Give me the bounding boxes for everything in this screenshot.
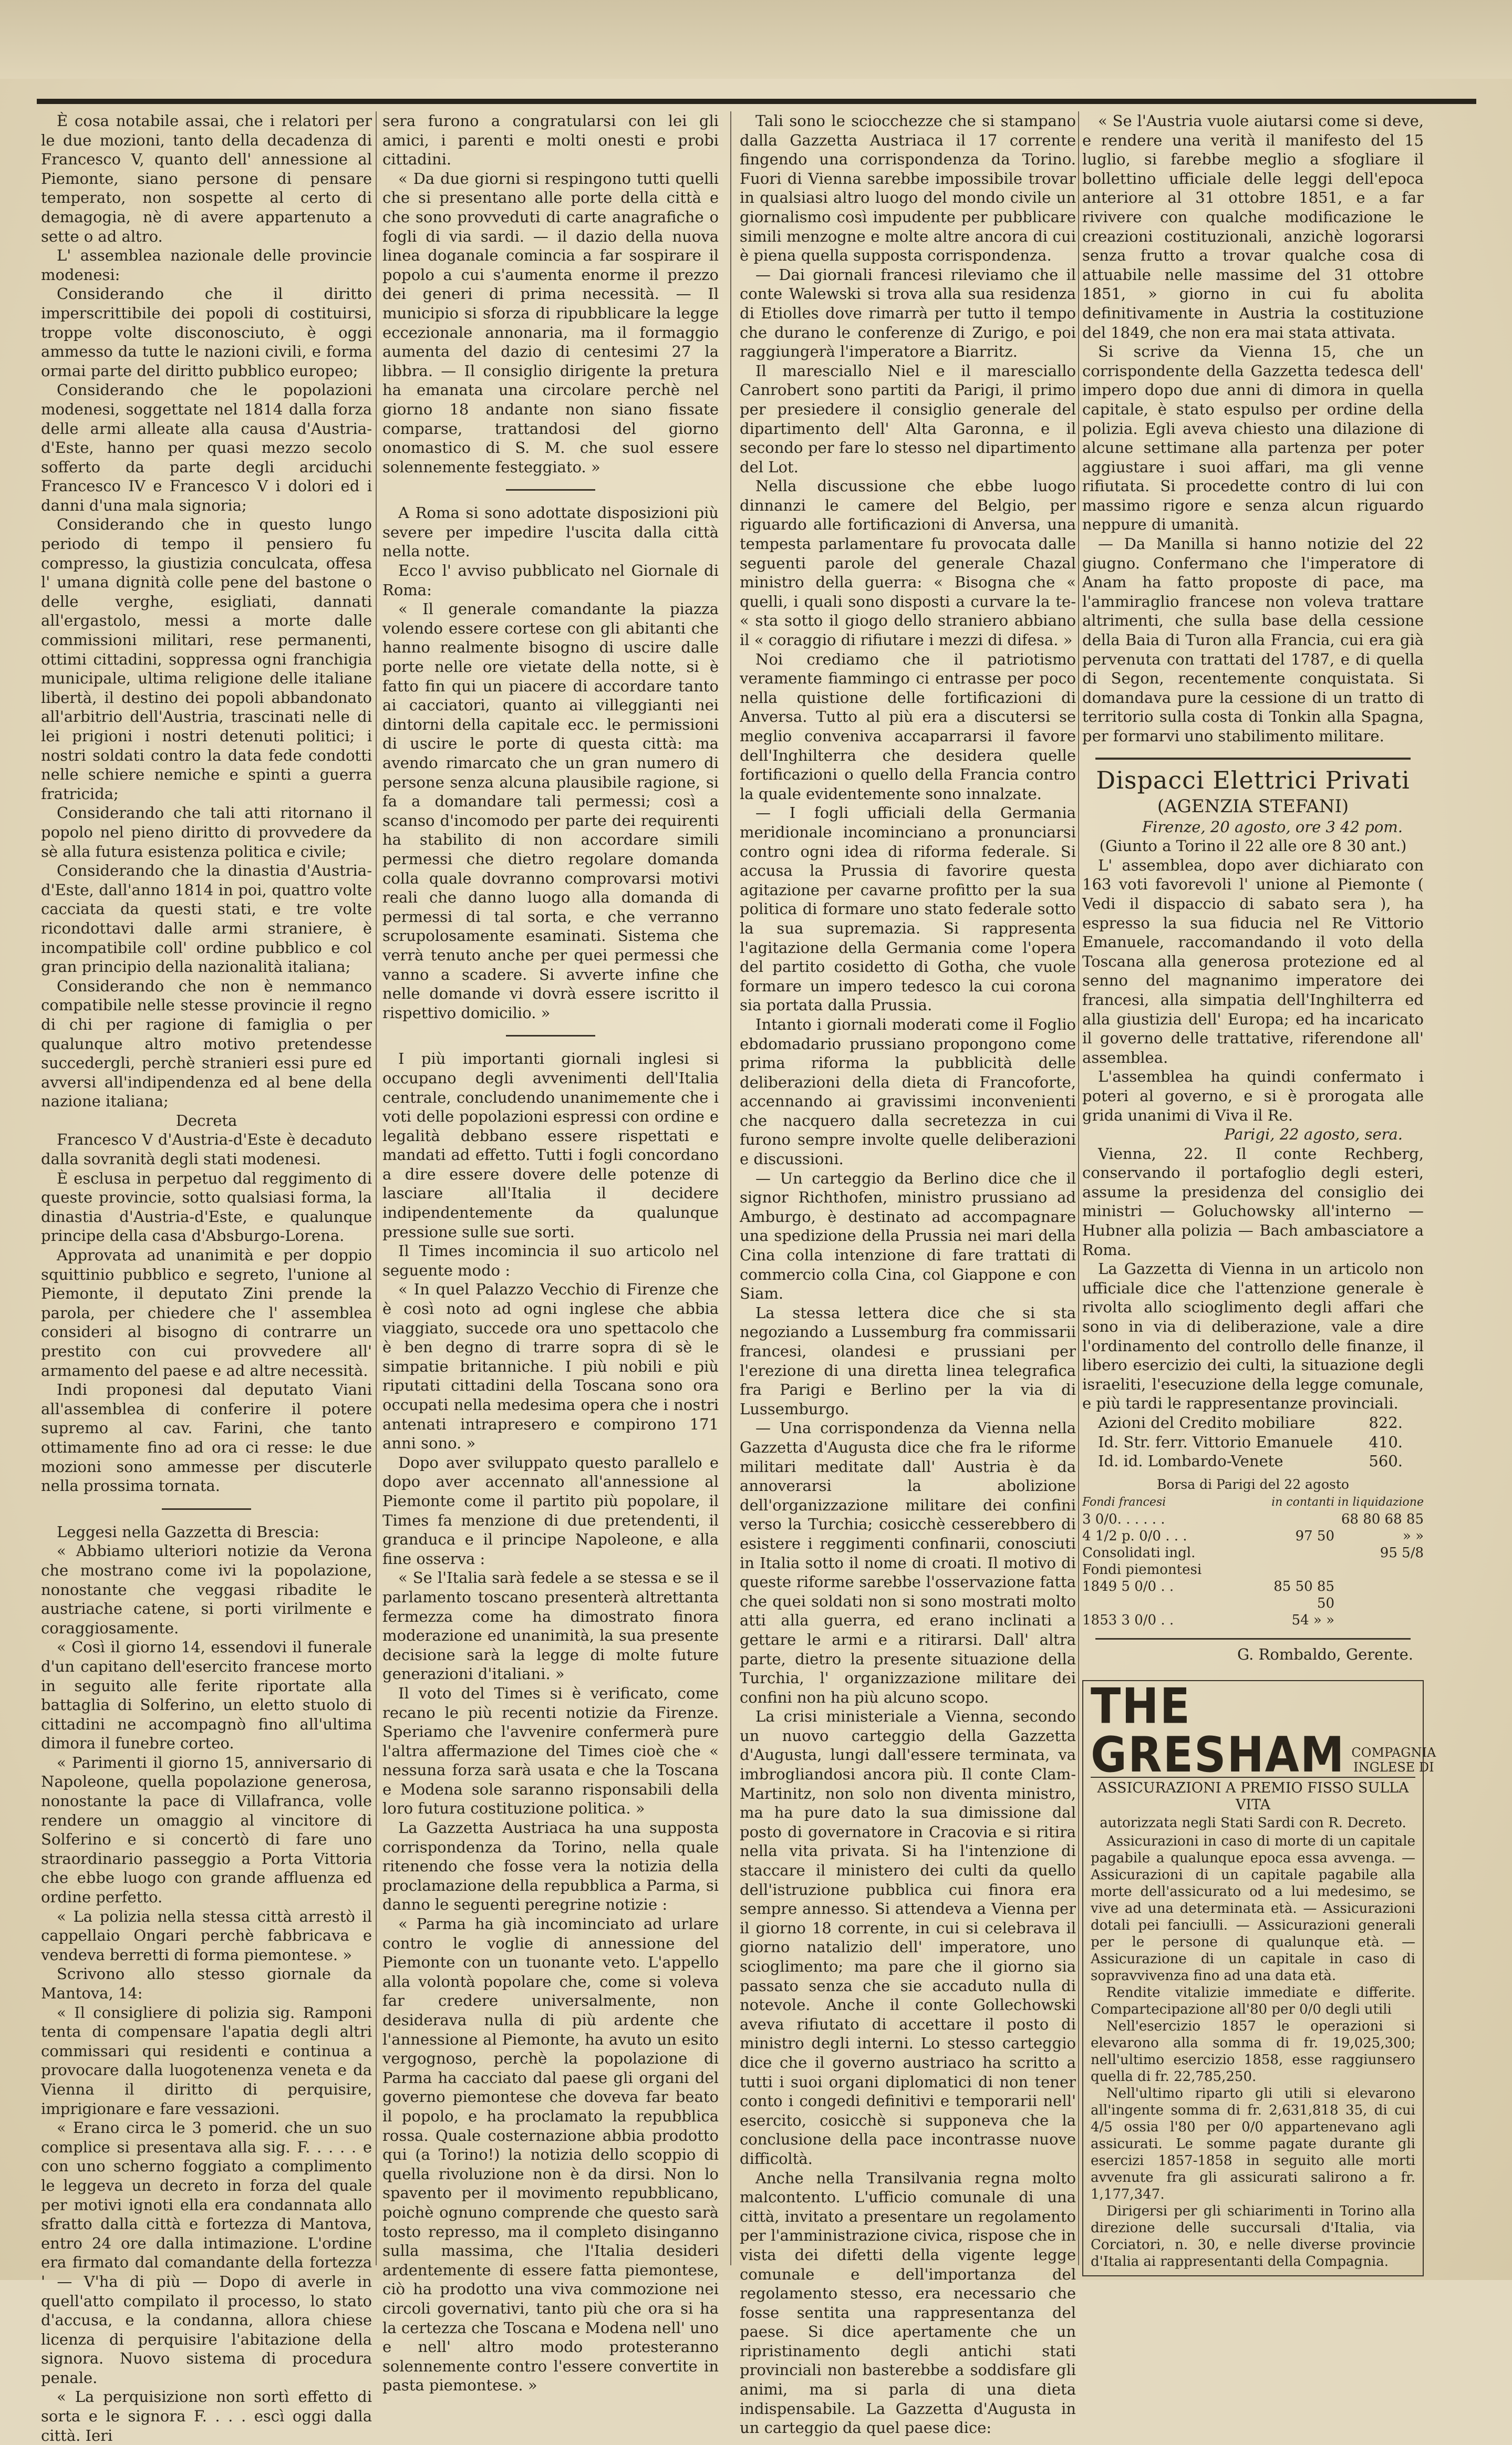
ad-line: autorizzata negli Stati Sardi con R. Decreto. — [1100, 1815, 1406, 1831]
section-separator — [506, 1035, 595, 1037]
paragraph: — Una corrispondenza da Vienna nella Gazzetta d'Augusta dice che fra le riforme militari meditate dall' Austria è da annoverarsi la abolizione dell'organizzazione militare dei confini verso la Turchia; cosicchè cesserebbero di esistere i reggimenti confinarii, conosciuti in Italia sotto il nome di croati. Il motivo di queste riforme sarebbe l'osservazione fatta che quei soldati non si sono mostrati molto atti alla guerra, ed erano inclinati a gettare le armi e a ritirarsi. Dall' altra parte, dietro la presente situazione della Turchia, l' organizzazione militare dei confini non ha più alcuno scopo. — [740, 1419, 1076, 1706]
paragraph: La crisi ministeriale a Vienna, secondo un nuovo carteggio della Gazzetta d'Augusta, lungi dall'essere terminata, va imbrogliandosi ancora più. Il conte Clam-Martinitz, non solo non diventa ministro, ma ha pure dato la sua dimissione dal posto di governatore in Cracovia e si ritira nella vita privata. Si ha l'intenzione di staccare il ministero dei culti da quello dell'istruzione pubblica cui finora era sempre annesso. Si attendeva a Vienna per il giorno 18 corrente, in cui si celebrava il giorno natalizio dell' imperatore, uno scioglimento; ma pare che il giorno sia passato senza che sie accaduto nulla di notevole. Anche il conte Gollechowski aveva rifiutato di accettare il posto di ministro degli interni. Lo stesso carteggio dice che il governo austriaco ha scritto a tutti i suoi organi diplomatici di non tener conto i congedi definitivi e temporarii nell' esercito, cosicchè si supponeva che la conclusione della pace incontrasse nuove difficoltà. — [740, 1707, 1076, 2168]
paragraph: « Se l'Italia sarà fedele a se stessa e se il parlamento toscano presenterà altrettanta fermezza come ha dimostrato finora moderazione ed unanimità, la sua presente decisione sarà la legge di molte future generazioni d'italiani. » — [382, 1569, 719, 1683]
borsa-title: Borsa di Parigi del 22 agosto — [1157, 1476, 1349, 1492]
column-1 — [41, 111, 372, 2444]
paragraph: « La polizia nella stessa città arrestò il cappellaio Ongari perchè fabbricava e vendeva berretti di forma piemontese. » — [41, 1907, 372, 1964]
paragraph: È cosa notabile assai, che i relatori per le due mozioni, tanto della decadenza di Francesco V, quanto dell' annessione al Piemonte, siano persone di pensare temperato, non sospette al certo di demagogia, nè di avere appartenuto a sette o ad altro. — [41, 112, 372, 245]
paragraph: « Il consigliere di polizia sig. Ramponi tenta di compensare l'apatia degli altri commissari qui residenti e continua a provocare dalla luogotenenza veneta e da Vienna il diritto di perquisire, imprigionare e fare vessazioni. — [41, 2003, 372, 2118]
paragraph: Nella discussione che ebbe luogo dinnanzi le camere del Belgio, per riguardo alle fortificazioni di Anversa, una tempesta parlamentare fu provocata dalle seguenti parole del generale Chazal ministro della guerra: « Bisogna che « quelli, i quali sono disposti a curvare la te- « sta sotto il giogo dello straniero abbiano il « coraggio di rifiutare i mezzi di difesa. » — [740, 477, 1076, 649]
column-divider — [730, 111, 731, 2265]
paragraph: « La perquisizione non sortì effetto di sorta e le signora F. . . . escì oggi dalla città. Ieri — [41, 2388, 372, 2444]
dispatch-1-body-2: L'assemblea ha quindi confermato i poteri al governo, e si è prorogata alle grida unanimi di Viva il Re. — [1082, 1068, 1424, 1124]
dispacci-agency: (AGENZIA STEFANI) — [1157, 795, 1349, 817]
dispatch-1-heading: Firenze, 20 agosto, ore 3 42 pom. — [1142, 817, 1403, 836]
gerente-signature: G. Rombaldo, Gerente. — [1237, 1645, 1413, 1664]
paragraph: Considerando che non è nemmanco compatibile nelle stesse provincie il regno di chi per ragione di famiglia o per qualunque altro motivo pretendesse succedergli, perchè stranieri essi pure ed avversi all'indipendenza ed al bene della nazione italiana; — [41, 977, 372, 1111]
paragraph: Decreta — [175, 1111, 237, 1130]
paragraph: Si scrive da Vienna 15, che un corrispondente della Gazzetta tedesca dell' impero dopo due anni di dimora in quella capitale, è stato espulso per ordine della polizia. Egli aveva chiesto una dilazione di alcune settimane alla partenza per poter aggiustare i suoi affari, ma gli venne rifiutata. Si procedette contro di lui con massimo rigore e senza alcun riguardo neppure di umanità. — [1082, 343, 1424, 534]
paragraph: « Parma ha già incominciato ad urlare contro le voglie di annessione del Piemonte con un tuonante veto. L'appello alla volontà popolare che, come si voleva far credere universalmente, non desiderava nulla di più ardente che l'annessione al Piemonte, ha avuto un esito vergognoso, perchè la popolazione di Parma ha cacciato dal paese gli organi del governo piemontese che doveva far beato il popolo, e ha proclamato la repubblica rossa. Quale costernazione abbia prodotto qui (a Torino!) la notizia dello scoppio di quella rivoluzione non è da dirsi. Non lo spavento per il movimento repubblicano, poichè ognuno comprende che questo sarà tosto represso, ma il completo disinganno sulla massima, che l'Italia desideri ardentemente di essere fatta piemontese, ciò ha prodotto una viva commozione nei circoli governativi, tanto più che ora si ha la certezza che Toscana e Modena nell' uno e nell' altro modo protesteranno solennemente contro l'essere convertite in pasta piemontese. » — [382, 1915, 719, 2395]
paragraph: Scrivono allo stesso giornale da Mantova, 14: — [41, 1965, 372, 2002]
paragraph: Leggesi nella Gazzetta di Brescia: — [57, 1522, 319, 1541]
paragraph: « Erano circa le 3 pomerid. che un suo complice si presentava alla sig. F. . . . . e con uno scherno foggiato a complimento le leggeva un decreto in forza del quale per motivi ignoti ella era condannata allo sfratto dalla città e fortezza di Mantova, entro 24 ore dalla intimazione. L'ordine era firmato dal comandante della fortezza ' — V'ha di più — Dopo di averle in quell'atto compilato il processo, lo stato d'accusa, e la condanna, allora chiese licenza di perquisire l'abitazione della signora. Nuovo sistema di procedura penale. — [41, 2119, 372, 2387]
paragraph: Noi crediamo che il patriotismo veramente fiammingo ci entrasse per poco nella quistione delle fortificazioni di Anversa. Tutto al più era a discutersi se meglio conveniva accaparrarsi il favore dell'Inghilterra che desidera quelle fortificazioni o quello della Francia contro la quale evidentemente sono innalzate. — [740, 650, 1076, 803]
stock-quote-row: Id. Str. ferr. Vittorio Emanuele 410. — [1098, 1433, 1403, 1451]
column-divider — [1078, 111, 1079, 2265]
paragraph: Approvata ad unanimità e per doppio squittinio pubblico e segreto, l'unione al Piemonte, il deputato Zini prende la parola, per chiedere che l' assemblea consideri al bisogno di contrarre un prestito con cui provvedere all' armamento del paese e ad altre necessità. — [41, 1246, 372, 1380]
section-rule — [1095, 1638, 1411, 1640]
borsa-header-row: Fondi francesi in contanti in liquidazione — [1082, 1496, 1424, 1509]
paragraph: Anche nella Transilvania regna molto malcontento. L'ufficio comunale di una città, invitato a presentare un regolamento per l'amministrazione civica, rispose che in vista dei difetti della vigente legge comunale e dell'importanza del regolamento stesso, era necessario che fosse sentita una rappresentanza del paese. Si dice apertamente che un ripristinamento degli antichi stati provinciali non basterebbe a soddisfare gli animi, ma si parla di una dieta indispensabile. La Gazzetta d'Augusta in un carteggio da quel paese dice: — [740, 2169, 1076, 2437]
paragraph: Considerando che le popolazioni modenesi, soggettate nel 1814 dalla forza delle armi alleate alla causa d'Austria-d'Este, hanno per quasi mezzo secolo sofferto da parte degli arciduchi Francesco IV e Francesco V i dolori ed i danni d'una mala signoria; — [41, 381, 372, 514]
paragraph: Considerando che tali atti ritornano il popolo nel pieno diritto di provvedere da sè alla futura esistenza politica e civile; — [41, 804, 372, 861]
top-rule — [37, 99, 1476, 104]
borsa-row: Consolidati ingl. 95 5/8 — [1082, 1545, 1424, 1561]
paragraph: Indi proponesi dal deputato Viani all'assemblea di conferire il potere supremo al cav. Farini, che tanto ottimamente fino ad ora ci resse: le due mozioni sono ammesse per discuterle nella prossima tornata. — [41, 1381, 372, 1495]
section-separator — [162, 1508, 251, 1510]
paragraph: — I fogli ufficiali della Germania meridionale incominciano a pronunciarsi contro ogni idea di riforma federale. Si accusa la Prussia di favorire questa agitazione per cavarne profitto per la sua politica di formare uno stato federale sotto la sua supremazia. Si rappresenta l'agitazione della Germania come l'opera del partito cosidetto di Gotha, che vuole formare un impero tedesco la cui corona sia portata dalla Prussia. — [740, 804, 1076, 1014]
column-4 — [1082, 111, 1436, 2271]
paragraph: « Il generale comandante la piazza volendo essere cortese con gli abitanti che hanno realmente bisogno di uscire dalle porte nelle ore vietate della notte, si è fatto fin qui un piacere di accordare tanto ai cacciatori, quanto ai villeggianti nei dintorni della capitale ecc. le permissioni di uscire le porte di questa città: ma avendo rimarcato che un gran numero di persone senza alcuna plausibile ragione, si fa a domandare tali permessi; così a scanso d'incomodo per parte dei requirenti ha stabilito di non accordare simili permessi che dietro regolare domanda colla quale dovranno comprovarsi motivi reali che danno luogo alla domanda di permessi di tal sorta, e che verranno scrupolosamente esaminati. Sistema che verrà tenuto anche per quei permessi che vanno a scadere. Si avverte infine che nelle domande vi dovrà essere iscritto il rispettivo domicilio. » — [382, 600, 719, 1022]
ad-body-5: Dirigersi per gli schiarimenti in Torino alla direzione delle succursali d'Italia, via Corciatori, n. 30, e nelle diverse provincie d'Italia ai rappresentanti della Compagnia. — [1091, 2203, 1415, 2270]
paragraph: « Così il giorno 14, essendovi il funerale d'un capitano dell'esercito francese morto in seguito alle ferite riportate alla battaglia di Solferino, un eletto stuolo di cittadini ne accompagnò fino all'ultima dimora il funebre corteo. — [41, 1638, 372, 1753]
section-separator — [506, 489, 595, 491]
ad-brand: THE GRESHAM — [1091, 1677, 1345, 1784]
paragraph: Considerando che il diritto imperscrittibile dei popoli di costituirsi, troppe volte disconosciuto, è oggi ammesso da tutte le nazioni civili, e forma ormai parte del diritto pubblico europeo; — [41, 285, 372, 380]
column-2 — [382, 111, 719, 2395]
paragraph: — Da Manilla si hanno notizie del 22 giugno. Confermano che l'imperatore di Anam ha fatto proposte di pace, ma l'ammiraglio francese non voleva trattare altrimenti, che sulla base della cessione della Baia di Turon alla Francia, cui era già pervenuta con trattati del 1787, e di quella di Segon, recentemente conquistata. Si domandava pure la cessione di un tratto di territorio sulla costa di Tonkin alla Spagna, per formarvi uno stabilimento militare. — [1082, 535, 1424, 745]
borsa-table — [1082, 1494, 1424, 1629]
borsa-row: 1853 3 0/0 . . 54 » » — [1082, 1612, 1334, 1629]
dispatch-2-heading: Parigi, 22 agosto, sera. — [1224, 1125, 1403, 1144]
paragraph: — Un carteggio da Berlino dice che il signor Richthofen, ministro prussiano ad Amburgo, è destinato ad accompagnare una spedizione della Prussia nei mari della Cina colla intenzione di fare trattati di commercio colla Cina, col Giappone e con Siam. — [740, 1169, 1076, 1303]
borsa-row: 4 1/2 p. 0/0 . . . 97 50 » » — [1082, 1528, 1424, 1545]
ad-body-3: Nell'esercizio 1857 le operazioni si elevarono alla somma di fr. 19,025,300; nell'ultimo esercizio 1858, esse raggiunsero quella di fr. 22,785,250. — [1091, 2018, 1415, 2085]
column-4-articles — [1082, 111, 1424, 746]
borsa-row: 1849 5 0/0 . . 85 50 85 50 — [1082, 1579, 1334, 1612]
gresham-advertisement — [1082, 1677, 1436, 2276]
stock-quote-row: Azioni del Credito mobiliare 822. — [1098, 1414, 1403, 1432]
dispatch-2-body: Vienna, 22. Il conte Rechberg, conservando il portafoglio degli esteri, assume la presidenza del consiglio dei ministri — Goluchowsky all'interno — Hubner alla polizia — Bach ambasciatore a Roma. — [1082, 1144, 1424, 1259]
paragraph: « Parimenti il giorno 15, anniversario di Napoleone, quella popolazione generosa, nonostante la pace di Villafranca, volle rendere un omaggio al vincitore di Solferino e si concertò di fare uno straordinario passeggio a Porta Vittoria che ebbe luogo con grande affluenza ed ordine perfetto. — [41, 1753, 372, 1907]
borsa-row: 3 0/0. . . . . . 68 80 68 85 — [1082, 1511, 1424, 1528]
paragraph: Dopo aver sviluppato questo parallelo e dopo aver accennato all'annessione al Piemonte come il partito più popolare, il Times fa menzione di due pretendenti, il granduca e il principe Napoleone, e alla fine osserva : — [382, 1453, 719, 1568]
paragraph: La stessa lettera dice che si sta negoziando a Lussemburg fra commissarii francesi, olandesi e prussiani per l'erezione di una diretta linea telegrafica fra Parigi e Berlino per la via di Lussemburgo. — [740, 1303, 1076, 1418]
paragraph: « Da due giorni si respingono tutti quelli che si presentano alle porte della città e che sono provveduti di carte anagrafiche o fogli di via sardi. — il dazio della nuova linea doganale comincia a far sospirare il popolo a cui s'aumenta enorme il prezzo dei generi di prima necessità. — Il municipio si sforza di ripubblicare la legge eccezionale annonaria, ma il formaggio aumenta del dazio di centesimi 27 la libbra. — Il consiglio dirigente la pretura ha emanata una circolare perchè nel giorno 18 andante non siano fissate comparse, trattandosi del giorno onomastico di S. M. che suol essere solennemente festeggiato. » — [382, 169, 719, 476]
paragraph: Considerando che la dinastia d'Austria-d'Este, dall'anno 1814 in poi, quattro volte cacciata da questi stati, e tre volte ricondottavi dalle armi straniere, è incompatibile coll' ordine pubblico e col gran principio della nazionalità italiana; — [41, 862, 372, 976]
paragraph: « In quel Palazzo Vecchio di Firenze che è così noto ad ogni inglese che abbia viaggiato, succede ora uno spettacolo che è ben degno di trarre sopra di sè le simpatie britanniche. I più nobili e più riputati cittadini della Toscana sono ora occupati nella medesima opera che i nostri antenati intrapresero e compirono 171 anni sono. » — [382, 1280, 719, 1453]
dispatch-2-body-2: La Gazzetta di Vienna in un articolo non ufficiale dice che l'attenzione generale è rivolta allo scioglimento degli affari che sono in via di deliberazione, vale a dire l'ordinamento del controllo delle finanze, il libero esercizio dei culti, la situazione degli israeliti, l'esecuzione della legge comunale, e più tardi le rappresentanze provinciali. — [1082, 1260, 1424, 1413]
paragraph: Il voto del Times si è verificato, come recano le più recenti notizie da Firenze. Speriamo che l'avvenire confermerà pure l'altra affermazione del Times cioè che « nessuna forza sarà usata e che la Toscana e Modena sole saranno risponsabili della loro futura costituzione politica. » — [382, 1684, 719, 1818]
paragraph: Il Times incomincia il suo articolo nel seguente modo : — [382, 1242, 719, 1279]
paragraph: Tali sono le sciocchezze che si stampano dalla Gazzetta Austriaca il 17 corrente fingendo una corrispondenza da Torino. Fuori di Vienna sarebbe impossibile trovar in qualsiasi altro luogo del mondo civile un giornalismo così impudente per pubblicare simili menzogne e molte altre ancora di cui è piena quella supposta corrispondenza. — [740, 112, 1076, 265]
paragraph: Intanto i giornali moderati come il Foglio ebdomadario prussiano propongono come prima riforma la pubblicità delle deliberazioni della dieta di Francoforte, accennando ai gravissimi inconvenienti che nacquero dalla secretezza in cui furono sempre involte quelle deliberazioni e discussioni. — [740, 1015, 1076, 1168]
dispatch-1-arrival: (Giunto a Torino il 22 alle ore 8 30 ant.) — [1099, 837, 1407, 855]
paragraph: La Gazzetta Austriaca ha una supposta corrispondenza da Torino, nella quale ritenendo che fosse vera la notizia della proclamazione della repubblica a Parma, si danno le seguenti peregrine notizie : — [382, 1819, 719, 1914]
dispacci-title: Dispacci Elettrici Privati — [1096, 765, 1410, 794]
dispatch-1-body: L' assemblea, dopo aver dichiarato con 163 voti favorevoli l' unione al Piemonte ( Vedi il dispaccio di sabato sera ), ha espresso la sua fiducia nel Re Vittorio Emanuele, raccomandando il voto della Toscana alla generosa protezione ed al senno del magnanimo imperatore dei francesi, alla simpatia dell'Inghilterra ed alla giustizia dell' Europa; ed ha incaricato il governo delle trattative, riferendone all' assemblea. — [1082, 856, 1424, 1066]
paragraph: — Dai giornali francesi rileviamo che il conte Walewski si trova alla sua residenza di Etiolles dove rimarrà per tutto il tempo che durano le conferenze di Zurigo, e poi raggiungerà l'imperatore a Biarritz. — [740, 265, 1076, 361]
paragraph: I più importanti giornali inglesi si occupano degli avvenimenti dell'Italia centrale, concludendo unanimemente che i voti delle popolazioni espressi con ordine e legalità debbano essere rispettati e mandati ad effetto. Tutti i fogli concordano a dire essere dovere delle potenze di lasciare all'Italia il decidere indipendentemente da qualunque pressione sulle sue sorti. — [382, 1050, 719, 1241]
paragraph: Considerando che in questo lungo periodo di tempo il pensiero fu compresso, la giustizia conculcata, offesa l' umana dignità colle pene del bastone o delle verghe, esigliati, dannati all'ergastolo, messi a morte dalle commissioni militari, rese permanenti, ottimi cittadini, soppressa ogni franchigia municipale, ultima religione delle italiane libertà, il destino dei popoli abbandonato all'arbitrio dell'Austria, trascinati nelle di lei prigioni i nostri detenuti politici; i nostri soldati contro la data fede condotti nelle schiere nemiche e spinti a guerra fratricida; — [41, 515, 372, 803]
ad-body-2: Rendite vitalizie immediate e differite. Compartecipazione all'80 per 0/0 degli utili — [1091, 1984, 1415, 2017]
stock-quote-row: Id. id. Lombardo-Venete 560. — [1098, 1452, 1403, 1470]
ad-brand-side: COMPAGNIA INGLESE DI — [1351, 1745, 1436, 1775]
column-divider — [376, 111, 377, 2265]
borsa-row: Fondi piemontesi — [1082, 1562, 1202, 1578]
stock-quotes — [1082, 1413, 1424, 1471]
paragraph: « Se l'Austria vuole aiutarsi come si deve, e rendere una verità il manifesto del 15 luglio, si farebbe meglio a sfogliare il bollettino ufficiale delle leggi dell'epoca anteriore al 31 ottobre 1851, e a far rivivere con qualche modificazione le creazioni costituzionali, anzichè logorarsi senza frutto a trovar qualche cosa di attuabile nelle massime del 31 ottobre 1851, » giorno in cui fu abolita definitivamente in Austria la costituzione del 1849, che non era mai stata attivata. — [1082, 112, 1424, 341]
paragraph: L' assemblea nazionale delle provincie modenesi: — [41, 246, 372, 284]
ad-subtitle: ASSICURAZIONI A PREMIO FISSO SULLA VITA — [1091, 1777, 1415, 1814]
paragraph: Francesco V d'Austria-d'Este è decaduto dalla sovranità degli stati modenesi. — [41, 1131, 372, 1168]
ad-body: Assicurazioni in caso di morte di un capitale pagabile a qualunque epoca essa avvenga. — Assicurazioni di un capitale pagabile alla morte dell'assicurato od a lui medesimo, se vive ad una determinata età. — Assicurazioni dotali pei fanciulli. — Assicurazioni generali per le persone di qualunque età. — Assicurazione di un capitale in caso di sopravvivenza fino ad una data età. — [1091, 1833, 1415, 1984]
ad-body-4: Nell'ultimo riparto gli utili si elevarono all'ingente somma di fr. 2,631,818 35, di cui 4/5 ossia l'80 per 0/0 appartenevano agli assicurati. Le somme pagate durante gli esercizi 1857-1858 in seguito alle morti avvenute fra gli assicurati salirono a fr. 1,177,347. — [1091, 2085, 1415, 2202]
paragraph: sera furono a congratularsi con lei gli amici, i parenti e molti onesti e probi cittadini. — [382, 112, 719, 169]
paragraph: « Abbiamo ulteriori notizie da Verona che mostrano come ivi la popolazione, nonostante che veggasi ribadite le austriache catene, si porti virilmente e coraggiosamente. — [41, 1542, 372, 1637]
paragraph: A Roma si sono adottate disposizioni più severe per impedire l'uscita dalla città nella notte. — [382, 504, 719, 561]
ad-title — [1091, 1677, 1436, 1784]
page-top-band — [0, 0, 1512, 79]
paragraph: È esclusa in perpetuo dal reggimento di queste provincie, sotto qualsiasi forma, la dinastia d'Austria-d'Este, e qualunque principe della casa d'Absburgo-Lorena. — [41, 1169, 372, 1245]
paragraph: Il maresciallo Niel e il maresciallo Canrobert sono partiti da Parigi, il primo per presiedere il consiglio generale del dipartimento dell' Alta Garonna, e il secondo per fare lo stesso nel dipartimento del Lot. — [740, 361, 1076, 476]
section-rule — [1095, 758, 1411, 760]
paragraph: Ecco l' avviso pubblicato nel Giornale di Roma: — [382, 562, 719, 599]
column-3 — [740, 111, 1076, 2437]
